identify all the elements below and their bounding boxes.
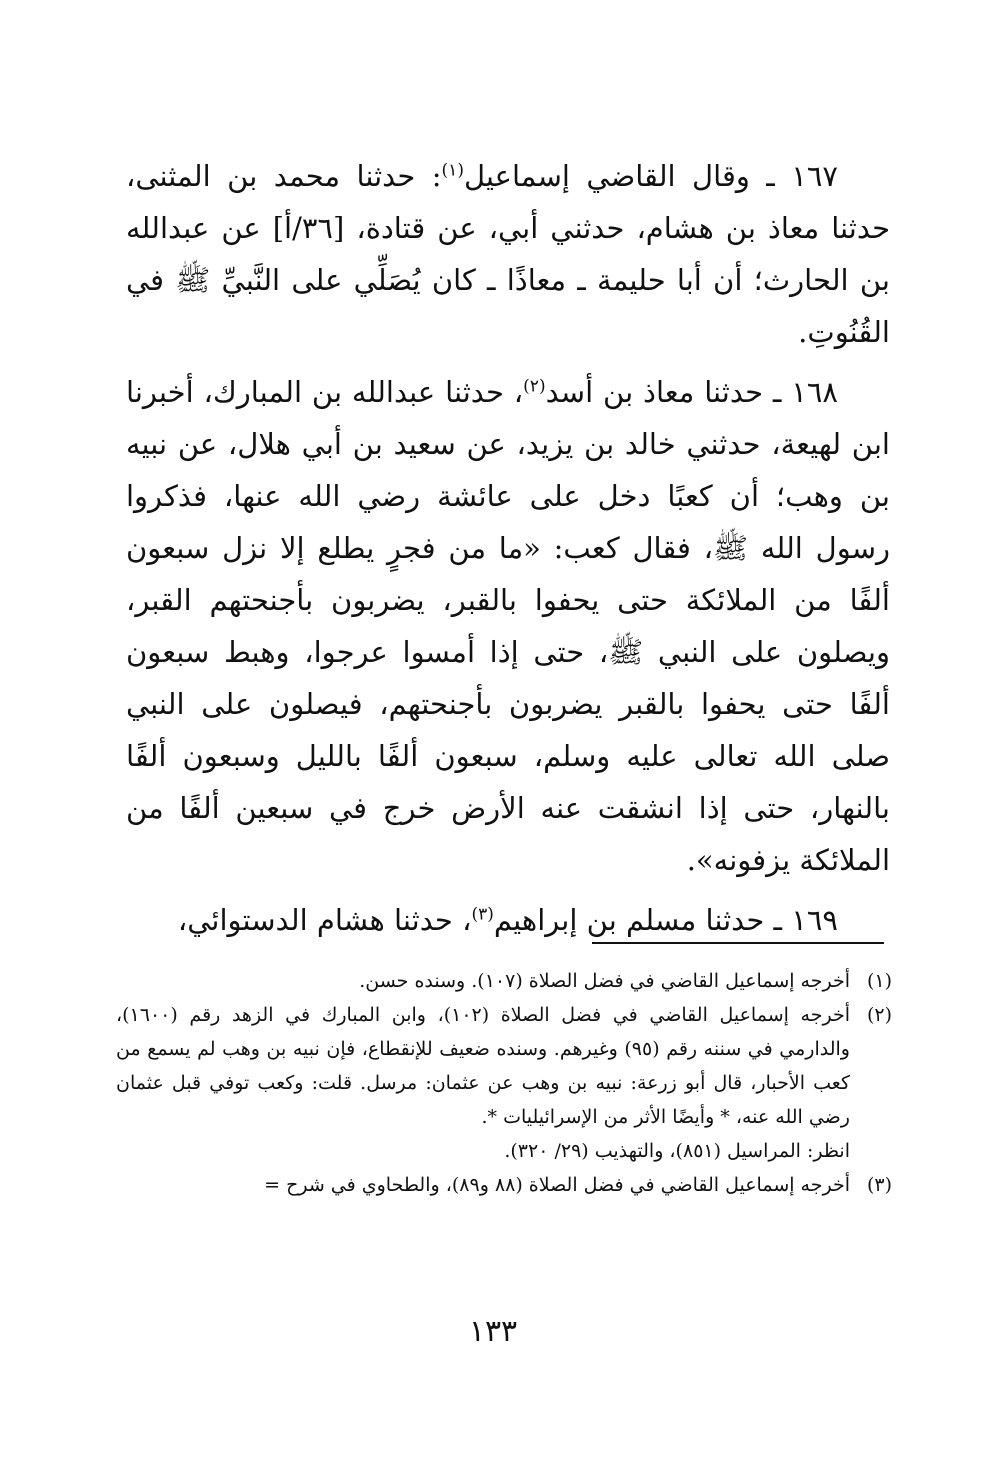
paragraph-text-rest: : حدثنا محمد بن المثنى، حدثنا معاذ بن هشام، حدثني أبي، عن قتادة، [٣٦/أ] عن عبدالله بن الحارث؛ أن أبا حليمة ـ معاذًا ـ كان يُصَلِّي على النَّبيِّ ﷺ في القُنُوتِ. [126,159,891,349]
footnote-ref-3: (٣) [471,904,494,925]
paragraph-text-rest: ، حدثنا عبدالله بن المبارك، أخبرنا ابن لهيعة، حدثني خالد بن يزيد، عن سعيد بن أبي هلال، عن نبيه بن وهب؛ أن كعبًا دخل على عائشة رضي الله عنها، فذكروا رسول الله ﷺ، فقال كعب: «ما من فجرٍ يطلع إلا نزل سبعون ألفًا من الملائكة حتى يحفوا بالقبر، يضربون بأجنحتهم القبر، ويصلون على النبي ﷺ، حتى إذا أمسوا عرجوا، وهبط سبعون ألفًا حتى يحفوا بالقبر يضربون بأجنحتهم، فيصلون على النبي صلى الله تعالى عليه وسلم، سبعون ألفًا بالليل وسبعون ألفًا بالنهار، حتى إذا انشقت عنه الأرض خرج في سبعين ألفًا من الملائكة يزفونه». [126,375,890,877]
footnote-2-reference: انظر: المراسيل (٨٥١)، والتهذيب (٢٩/ ٣٢٠). [504,1140,850,1162]
paragraph-167 [126,150,890,358]
footnote-number: (٢) [866,1004,892,1026]
footnote-1 [116,964,892,998]
footnote-3 [116,1168,892,1202]
footnote-text: أخرجه إسماعيل القاضي في فضل الصلاة (١٠٧). وسنده حسن. [359,970,850,992]
footnote-text: أخرجه إسماعيل القاضي في فضل الصلاة (٨٨ و٨٩)، والطحاوي في شرح = [264,1174,850,1196]
entry-number: ١٦٨ [791,375,838,409]
footnotes [116,964,892,1202]
paragraph-168 [126,366,890,886]
footnote-2 [116,998,892,1134]
page-number: ١٣٣ [468,1314,518,1349]
footnote-text: أخرجه إسماعيل القاضي في فضل الصلاة (١٠٢)، وابن المبارك في الزهد رقم (١٦٠٠)، والدارمي في سننه رقم (٩٥) وغيرهم. وسنده ضعيف للإنقطاع، فإن نبيه بن وهب لم يسمع من كعب الأحبار، قال أبو زرعة: نبيه بن وهب عن عثمان: مرسل. قلت: وكعب توفي قبل عثمان رضي الله عنه، * وأيضًا الأثر من الإسرائيليات *. [116,1004,850,1128]
footnote-separator [592,942,884,944]
main-text [126,150,890,954]
paragraph-169 [126,894,890,946]
footnote-ref-1: (١) [441,160,464,181]
entry-number: ١٦٧ [791,159,838,193]
footnote-ref-2: (٢) [523,376,546,397]
paragraph-text-start: ـ وقال القاضي إسماعيل [463,159,792,193]
entry-number: ١٦٩ [791,903,838,937]
footnote-number: (٣) [866,1174,892,1196]
footnote-number: (١) [866,970,892,992]
paragraph-text-start: ـ حدثنا معاذ بن أسد [545,375,792,409]
paragraph-text-rest: ، حدثنا هشام الدستوائي، [177,903,472,937]
paragraph-text-start: ـ حدثنا مسلم بن إبراهيم [493,903,792,937]
